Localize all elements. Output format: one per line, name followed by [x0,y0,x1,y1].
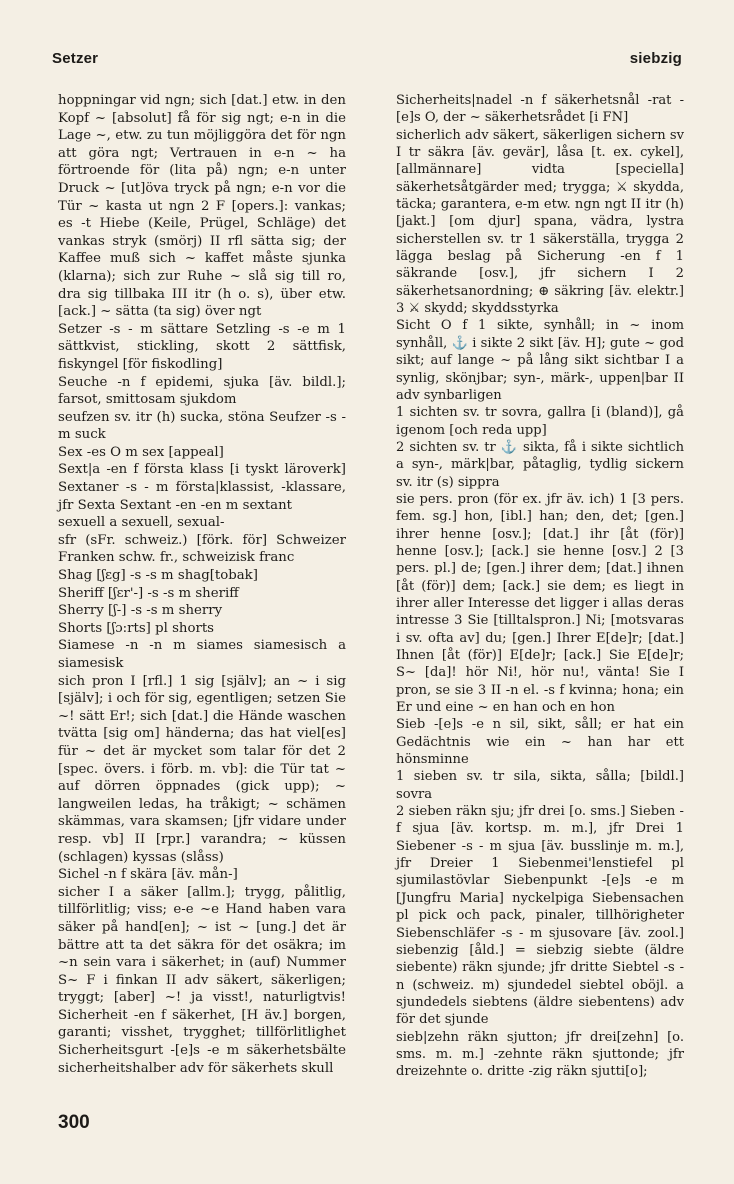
dictionary-entry: Sicherheits|nadel -n f säkerhetsnål -rat -[e]s O, der ~ säkerhetsrådet [i FN] [396,93,684,126]
dictionary-entry: sicher I a säker [allm.]; trygg, pålitlig, tillförlitlig; viss; e-e ~e Hand haben vara säker på hand[en]; ~ ist ~ [ung.] det är bättre att ta det säkra för det osäkra; im ~n sein vara i säkerhet; in (auf) Nummer S~ F i finkan II adv säkert, säkerligen; tryggt; [aber] ~! ja visst!, naturligtvis! Sicherheit -en f säkerhet, [H äv.] borgen, garanti; visshet, trygghet; tillförlitlighet Sicherheitsgurt -[e]s -e m säkerhetsbälte sicherheitshalber adv för säkerhets skull [58,884,346,1076]
dictionary-entry: Sex -es O m sex [appeal] [58,444,224,460]
dictionary-entry: Sieb -[e]s -e n sil, sikt, såll; er hat ein Gedächtnis wie ein ~ han har ett hönsminne [396,717,684,768]
dictionary-entry: Shorts [ʃɔ:rts] pl shorts [58,620,214,636]
dictionary-entry: Sheriff [ʃɛr'-] -s -s m sheriff [58,585,239,601]
dictionary-entry: Setzer -s - m sättare Setzling -s -e m 1 sättkvist, stickling, skott 2 sättfisk, fiskyngel [för fiskodling] [58,321,346,372]
dictionary-entry: seufzen sv. itr (h) sucka, stöna Seufzer -s - m suck [58,409,346,443]
dictionary-entry: hoppningar vid ngn; sich [dat.] etw. in den Kopf ~ [absolut] få för sig ngt; e-n in die Lage ~, etw. zu tun möjliggöra det för ngn att göra ngt; Vertrauen in e-n ~ ha förtroende för (lita på) ngn; e-n unter Druck ~ [ut]öva tryck på ngn; e-n vor die Tür ~ kasta ut ngn 2 F [opers.]: vankas; es -t Hiebe (Keile, Prügel, Schläge) det vankas stryk (smörj) II rfl sätta sig; der Kaffee muß sich ~ kaffet måste sjunka (klarna); sich zur Ruhe ~ slå sig till ro, dra sig tillbaka III itr (h o. s), über etw. [ack.] ~ sätta (ta sig) över ngt [58,93,346,320]
dictionary-entry: Seuche -n f epidemi, sjuka [äv. bildl.]; farsot, smittosam sjukdom [58,374,346,408]
dictionary-entry: 1 sichten sv. tr sovra, gallra [i (bland)], gå igenom [och reda upp] [396,405,684,438]
running-head-left: Setzer [52,50,99,67]
dictionary-entry: 2 sichten sv. tr ⚓ sikta, få i sikte sichtlich a syn-, märk|bar, påtaglig, tydlig sickern sv. itr (s) sippra [396,439,684,490]
dictionary-entry: 1 sieben sv. tr sila, sikta, sålla; [bildl.] sovra [396,769,684,802]
page-number: 300 [58,1112,90,1133]
left-column [58,92,346,1077]
dictionary-entry: sich pron I [rfl.] 1 sig [själv]; an ~ i sig [själv]; i och för sig, egentligen; setzen Sie ~! sätt Er!; sich [dat.] die Hände waschen tvätta [sig om] händerna; das hat viel[es] für ~ det är mycket som talar för det 2 [spec. övers. i förb. m. vb]: die Tür tat ~ auf dörren öppnades (gick upp); ~ langweilen ledas, ha tråkigt; ~ schämen skämmas, vara skamsen; [jfr vidare under resp. vb] II [rpr.] varandra; ~ küssen (schlagen) kyssas (slåss) [58,673,346,865]
dictionary-entry: Sext|a -en f första klass [i tyskt läroverk] Sextaner -s - m första|klassist, -klassare, jfr Sexta Sextant -en -en m sextant [58,462,346,513]
dictionary-entry: sexuell a sexuell, sexual- [58,515,225,531]
dictionary-entry: sfr (sFr. schweiz.) [förk. för] Schweizer Franken schw. fr., schweizisk franc [58,532,346,566]
running-head-right: siebzig [629,50,682,67]
dictionary-entry: Shag [ʃɛg] -s -s m shag[tobak] [58,568,258,584]
right-column [396,92,684,1081]
dictionary-entry: sie pers. pron (för ex. jfr äv. ich) 1 [3 pers. fem. sg.] hon, [ibl.] han; den, det; [gen.] ihrer henne [osv.]; [dat.] ihr [åt (för)] henne [osv.]; [ack.] sie henne [osv.] 2 [3 pers. pl.] de; [gen.] ihrer dem; [dat.] ihnen [åt (för)] dem; [ack.] sie dem; es liegt in ihrer aller Interesse det ligger i allas deras intresse 3 Sie [tilltalspron.] Ni; [motsvaras i sv. ofta av] du; [gen.] Ihrer E[de]r; [dat.] Ihnen [åt (för)] E[de]r; [ack.] Sie E[de]r; S~ [da]! hör Ni!, hör nu!, vänta! Sie I pron, se sie 3 II -n el. -s f kvinna; hona; ein Er und eine ~ en han och en hon [396,491,684,716]
dictionary-entry: sicherlich adv säkert, säkerligen sichern sv I tr säkra [äv. gevär], låsa [t. ex. cykel], [allmännare] vidta [speciella] säkerhetsåtgärder med; trygga; ⚔ skydda, täcka; garantera, e-m etw. ngn ngt II itr (h) [jakt.] [om djur] spana, vädra, lystra sicherstellen sv. tr 1 säkerställa, trygga 2 lägga beslag på Sicherung -en f 1 säkrande [osv.], jfr sichern I 2 säkerhetsanordning; ⊕ säkring [äv. elektr.] 3 ⚔ skydd; skyddsstyrka [396,127,684,317]
dictionary-entry: Siamese -n -n m siames siamesisch a siamesisk [58,638,346,671]
dictionary-entry: Sicht O f 1 sikte, synhåll; in ~ inom synhåll, ⚓ i sikte 2 sikt [äv. H]; gute ~ god sikt; auf lange ~ på lång sikt sichtbar I a synlig, skönjbar; syn-, märk-, uppen|bar II adv synbarligen [396,318,684,403]
dictionary-entry: Sichel -n f skära [äv. mån-] [58,867,238,883]
dictionary-entry: sieb|zehn räkn sjutton; jfr drei[zehn] [o. sms. m. m.] -zehnte räkn sjuttonde; jfr dreizehnte o. dritte -zig räkn sjutti[o]; [396,1029,684,1080]
dictionary-entry: 2 sieben räkn sju; jfr drei [o. sms.] Sieben - f sjua [äv. kortsp. m. m.], jfr Drei 1 Siebener -s - m sjua [äv. busslinje m. m.], jfr Dreier 1 Siebenmei'lenstiefel pl sjumilastövlar Siebenpunkt -[e]s -e m [Jungfru Maria] nyckelpiga Siebensachen pl pick och pack, pinaler, tillhörigheter Siebenschläfer -s - m sjusovare [äv. zool.] siebenzig [åld.] = siebzig siebte (äldre siebente) räkn sjunde; jfr dritte Siebtel -s - n (schweiz. m) sjundedel siebtel oböjl. a sjundedels siebtens (äldre siebentens) adv för det sjunde [396,804,684,1028]
dictionary-entry: Sherry [ʃ-] -s -s m sherry [58,603,223,619]
